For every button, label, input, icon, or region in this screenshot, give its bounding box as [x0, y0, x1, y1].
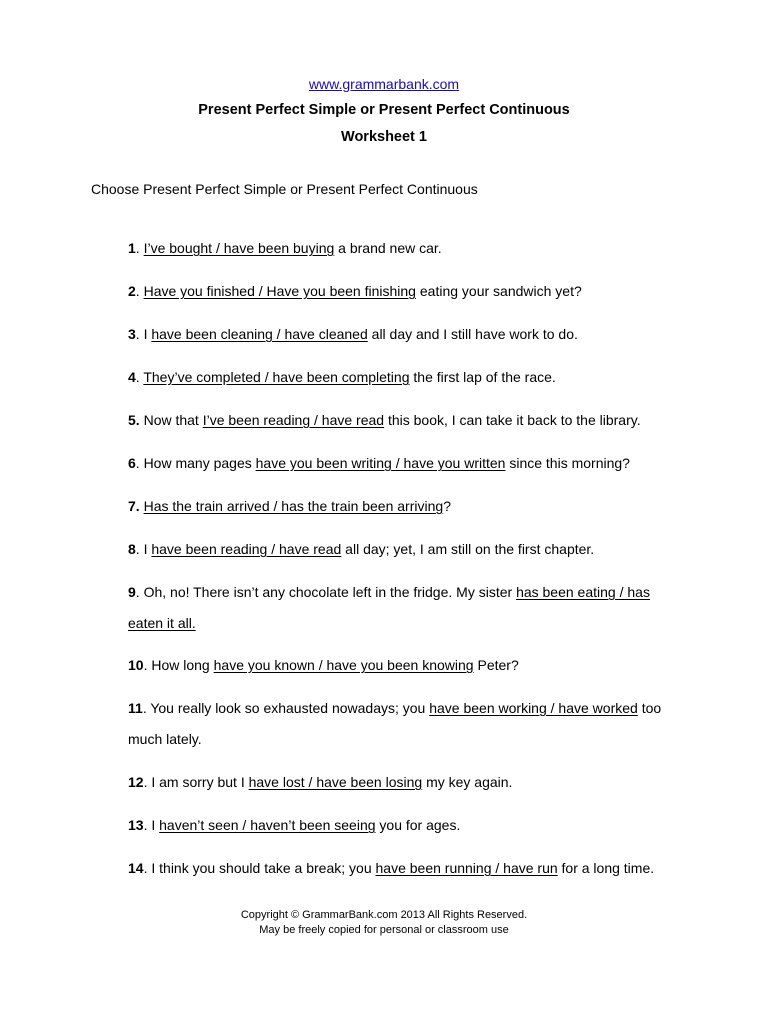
- item-text-after: too much lately.: [128, 700, 662, 747]
- item-text-before: Now that: [139, 412, 203, 428]
- item-text-after: Peter?: [473, 657, 519, 673]
- item-choice: have been working / have worked: [429, 700, 638, 716]
- item-text-before: . You really look so exhausted nowadays; you: [142, 700, 430, 716]
- item-choice: They’ve completed / have been completing: [143, 369, 410, 385]
- item-text-before: . How many pages: [135, 455, 256, 471]
- item-number: 1: [128, 240, 136, 256]
- instruction-text: Choose Present Perfect Simple or Present Perfect Continuous: [91, 181, 478, 197]
- item-number: 12: [128, 774, 144, 790]
- item-text-after: for a long time.: [557, 860, 655, 876]
- item-text-before: . Oh, no! There isn’t any chocolate left in the fridge. My sister: [135, 584, 517, 600]
- item-text-before: . I: [135, 541, 152, 557]
- exercise-item: [128, 319, 688, 350]
- item-text-after: a brand new car.: [334, 240, 442, 256]
- exercise-item: [128, 491, 688, 522]
- item-number: 9: [128, 584, 136, 600]
- usage-note: May be freely copied for personal or classroom use: [259, 924, 509, 936]
- item-text-before: .: [135, 369, 144, 385]
- item-text-after: my key again.: [422, 774, 513, 790]
- item-text-before: . How long: [143, 657, 214, 673]
- item-text-after: you for ages.: [375, 817, 461, 833]
- item-choice: have you been writing / have you written: [255, 455, 506, 471]
- exercise-item: [128, 276, 688, 307]
- item-number: 8: [128, 541, 136, 557]
- item-choice: haven’t seen / haven’t been seeing: [159, 817, 376, 833]
- item-choice: I’ve bought / have been buying: [143, 240, 335, 256]
- exercise-item: [128, 693, 688, 755]
- site-link[interactable]: www.grammarbank.com: [308, 76, 460, 92]
- item-text-before: .: [135, 283, 144, 299]
- item-text-before: . I am sorry but I: [143, 774, 249, 790]
- exercise-item: [128, 767, 688, 798]
- exercise-item: [128, 405, 688, 436]
- item-choice: have been running / have run: [375, 860, 558, 876]
- item-number: 14: [128, 860, 144, 876]
- exercise-item: [128, 448, 688, 479]
- exercise-item: [128, 853, 688, 884]
- item-number: 7.: [128, 498, 140, 514]
- worksheet-subtitle: Worksheet 1: [341, 129, 427, 145]
- item-text-after: this book, I can take it back to the library.: [384, 412, 641, 428]
- item-text-before: . I: [135, 326, 152, 342]
- exercise-item: [128, 362, 688, 393]
- item-text-after: eating your sandwich yet?: [415, 283, 582, 299]
- item-text-before: . I: [143, 817, 160, 833]
- item-choice: have you known / have you been knowing: [213, 657, 474, 673]
- exercise-item: [128, 233, 688, 264]
- item-number: 3: [128, 326, 136, 342]
- item-text-before: .: [135, 240, 144, 256]
- item-text-after: all day; yet, I am still on the first chapter.: [341, 541, 595, 557]
- item-number: 5.: [128, 412, 140, 428]
- item-choice: Have you finished / Have you been finishing: [143, 283, 416, 299]
- item-choice: have been reading / have read: [151, 541, 342, 557]
- item-choice: I’ve been reading / have read: [202, 412, 385, 428]
- item-choice: has been eating / has eaten it all.: [128, 584, 650, 631]
- footer: [0, 908, 768, 938]
- item-number: 4: [128, 369, 136, 385]
- item-choice: have lost / have been losing: [248, 774, 423, 790]
- item-number: 13: [128, 817, 144, 833]
- item-text-after: since this morning?: [505, 455, 630, 471]
- item-number: 2: [128, 283, 136, 299]
- copyright-text: Copyright © GrammarBank.com 2013 All Rights Reserved.: [240, 909, 528, 921]
- item-text-before: . I think you should take a break; you: [143, 860, 376, 876]
- exercise-item: [128, 534, 688, 565]
- worksheet-title: Present Perfect Simple or Present Perfect Continuous: [198, 102, 570, 118]
- item-text-after: all day and I still have work to do.: [367, 326, 578, 342]
- item-text-after: ?: [443, 498, 451, 514]
- item-text-after: the first lap of the race.: [409, 369, 556, 385]
- exercise-item: [128, 650, 688, 681]
- item-number: 11: [128, 700, 143, 716]
- item-choice: Has the train arrived / has the train been arriving: [143, 498, 444, 514]
- item-number: 10: [128, 657, 144, 673]
- exercise-item: [128, 577, 688, 639]
- item-choice: have been cleaning / have cleaned: [151, 326, 368, 342]
- exercise-item: [128, 810, 688, 841]
- item-number: 6: [128, 455, 136, 471]
